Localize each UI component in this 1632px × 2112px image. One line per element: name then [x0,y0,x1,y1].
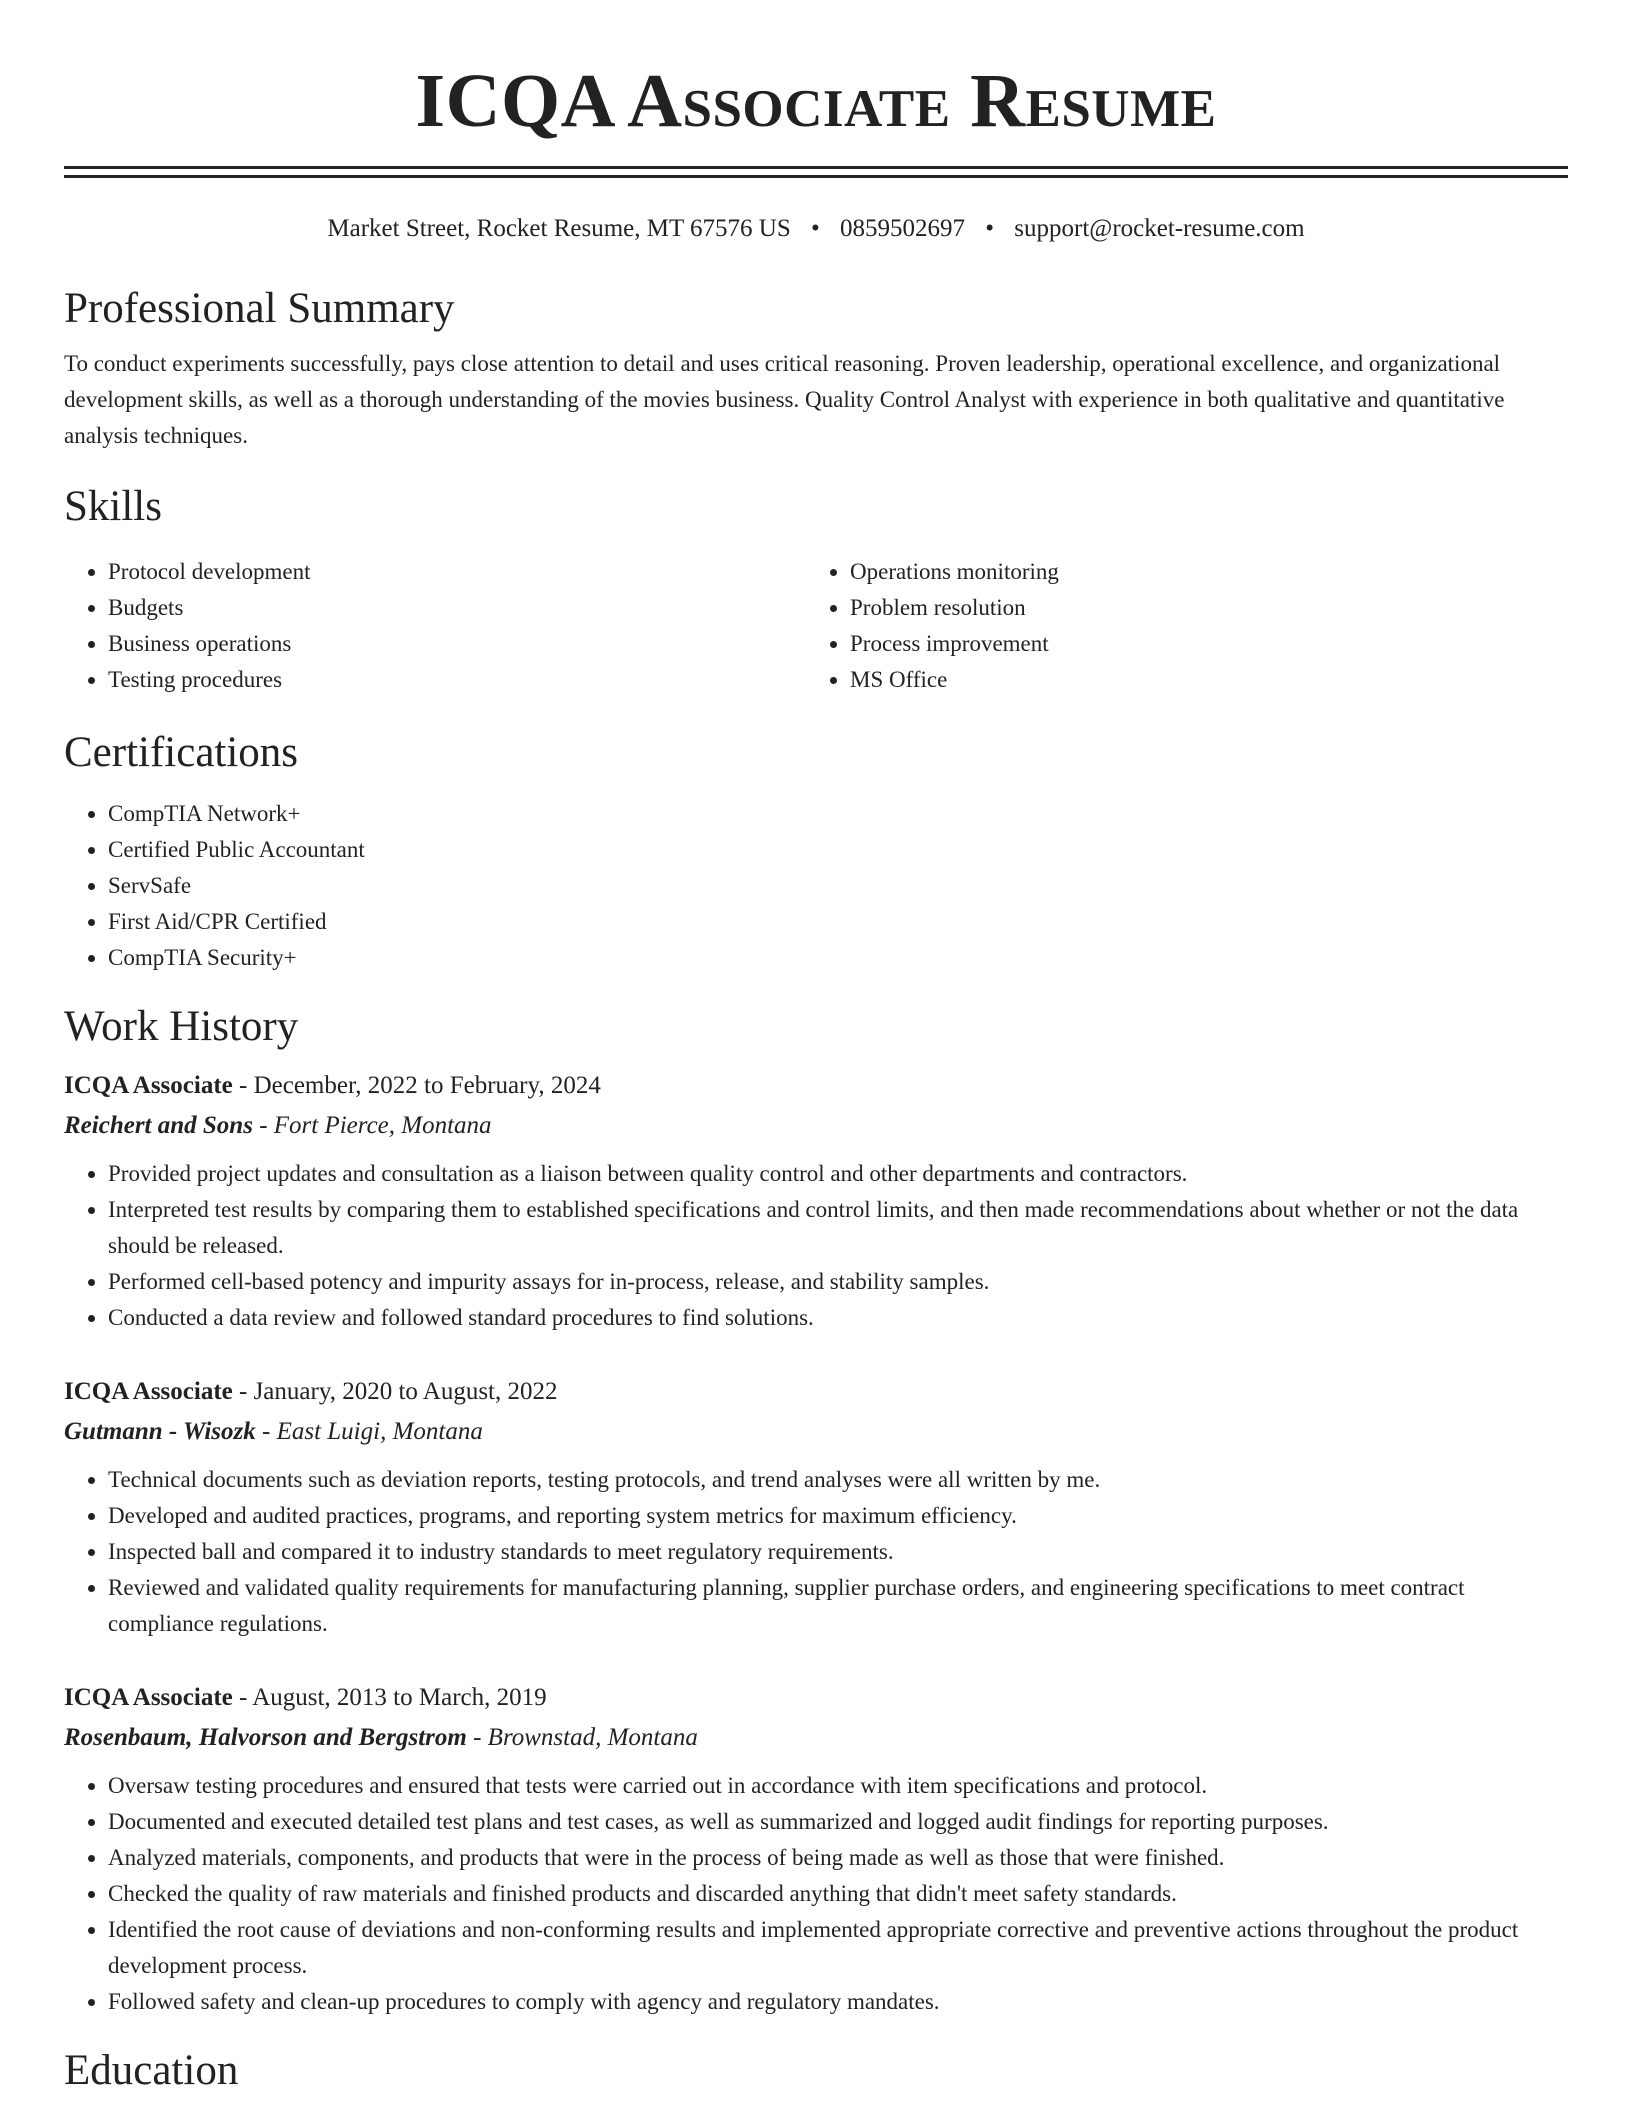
job-bullet: • Reviewed and validated quality requirements for manufacturing planning, supplier purchase orders, and engineering specifications to meet contract compliance regulations. [108,1570,1568,1642]
contact-separator: • [985,215,995,242]
job-bullets [64,1768,1568,2020]
phone: 0859502697 [840,215,966,242]
skill-item: • Business operations [108,626,850,662]
title-divider [64,166,1568,178]
certifications-list [64,796,1568,976]
job-header [64,1066,1568,1106]
skills-heading: Skills [64,483,162,530]
address: Market Street, Rocket Resume, MT 67576 US [327,215,791,242]
job-title: ICQA Associate [64,1684,233,1711]
job-company-line [64,1412,1568,1452]
certification-item: • First Aid/CPR Certified [108,904,1568,940]
contact-separator: • [811,215,820,242]
summary-text: To conduct experiments successfully, pays close attention to detail and uses critical reasoning. Proven leadership, operational excellence, and organizational development skills, as well as a thorough understanding of the movies business. Quality Control Analyst with experience in both qualitative and quantitative analysis techniques. [64,351,1505,448]
job-bullet: • Identified the root cause of deviations and non-conforming results and implemented appropriate corrective and preventive actions throughout the product development process. [108,1912,1568,1984]
job-bullet: • Inspected ball and compared it to industry standards to meet regulatory requirements. [108,1534,1568,1570]
job-location: - Fort Pierce, Montana [259,1112,492,1139]
email: support@rocket-resume.com [1014,215,1305,242]
job-company: Rosenbaum, Halvorson and Bergstrom [64,1724,467,1751]
skill-item: • Protocol development [108,554,850,590]
certification-item: • CompTIA Security+ [108,940,1568,976]
job-bullets [64,1156,1568,1336]
job-bullet: • Interpreted test results by comparing them to established specifications and control limits, and then made recommendations about whether or not the data should be released. [108,1192,1568,1264]
job-company-line [64,1718,1568,1758]
contact-line [64,214,1568,244]
skill-item: • Operations monitoring [850,554,1568,590]
job-bullet: • Conducted a data review and followed standard procedures to find solutions. [108,1300,1568,1336]
certification-item: • Certified Public Accountant [108,832,1568,868]
job-location: - East Luigi, Montana [262,1418,483,1445]
job-bullet: • Oversaw testing procedures and ensured that tests were carried out in accordance with item specifications and protocol. [108,1768,1568,1804]
summary-heading: Professional Summary [64,285,455,332]
job-bullet: • Analyzed materials, components, and products that were in the process of being made as well as those that were finished. [108,1840,1568,1876]
skill-item: • Testing procedures [108,662,850,698]
job-bullet: • Technical documents such as deviation reports, testing protocols, and trend analyses were all written by me. [108,1462,1568,1498]
job-bullet: • Provided project updates and consultation as a liaison between quality control and other departments and contractors. [108,1156,1568,1192]
job-bullet: • Checked the quality of raw materials and finished products and discarded anything that didn't meet safety standards. [108,1876,1568,1912]
job-company: Reichert and Sons [64,1112,253,1139]
job-title: ICQA Associate [64,1378,233,1405]
job-bullet: • Developed and audited practices, programs, and reporting system metrics for maximum efficiency. [108,1498,1568,1534]
job-dates: - August, 2013 to March, 2019 [239,1684,547,1711]
certification-item: • ServSafe [108,868,1568,904]
job-entry [64,1372,1568,1642]
job-bullets [64,1462,1568,1642]
job-bullet: • Documented and executed detailed test plans and test cases, as well as summarized and logged audit findings for reporting purposes. [108,1804,1568,1840]
job-title: ICQA Associate [64,1072,233,1099]
job-bullet: • Performed cell-based potency and impurity assays for in-process, release, and stability samples. [108,1264,1568,1300]
job-entry [64,1066,1568,1336]
job-bullet: • Followed safety and clean-up procedures to comply with agency and regulatory mandates. [108,1984,1568,2020]
skill-item: • Budgets [108,590,850,626]
certifications-heading: Certifications [64,729,299,776]
skill-item: • Problem resolution [850,590,1568,626]
education-heading: Education [64,2047,239,2094]
job-location: - Brownstad, Montana [473,1724,698,1751]
certification-item: • CompTIA Network+ [108,796,1568,832]
job-dates: - December, 2022 to February, 2024 [239,1072,601,1099]
job-company: Gutmann - Wisozk [64,1418,256,1445]
job-dates: - January, 2020 to August, 2022 [239,1378,558,1405]
job-company-line [64,1106,1568,1146]
skill-item: • MS Office [850,662,1568,698]
work-history-heading: Work History [64,1003,299,1050]
skills-list [64,554,1568,698]
skill-item: • Process improvement [850,626,1568,662]
job-entry [64,1678,1568,2020]
job-header [64,1678,1568,1718]
resume-title: ICQA Associate Resume [415,59,1217,143]
job-header [64,1372,1568,1412]
